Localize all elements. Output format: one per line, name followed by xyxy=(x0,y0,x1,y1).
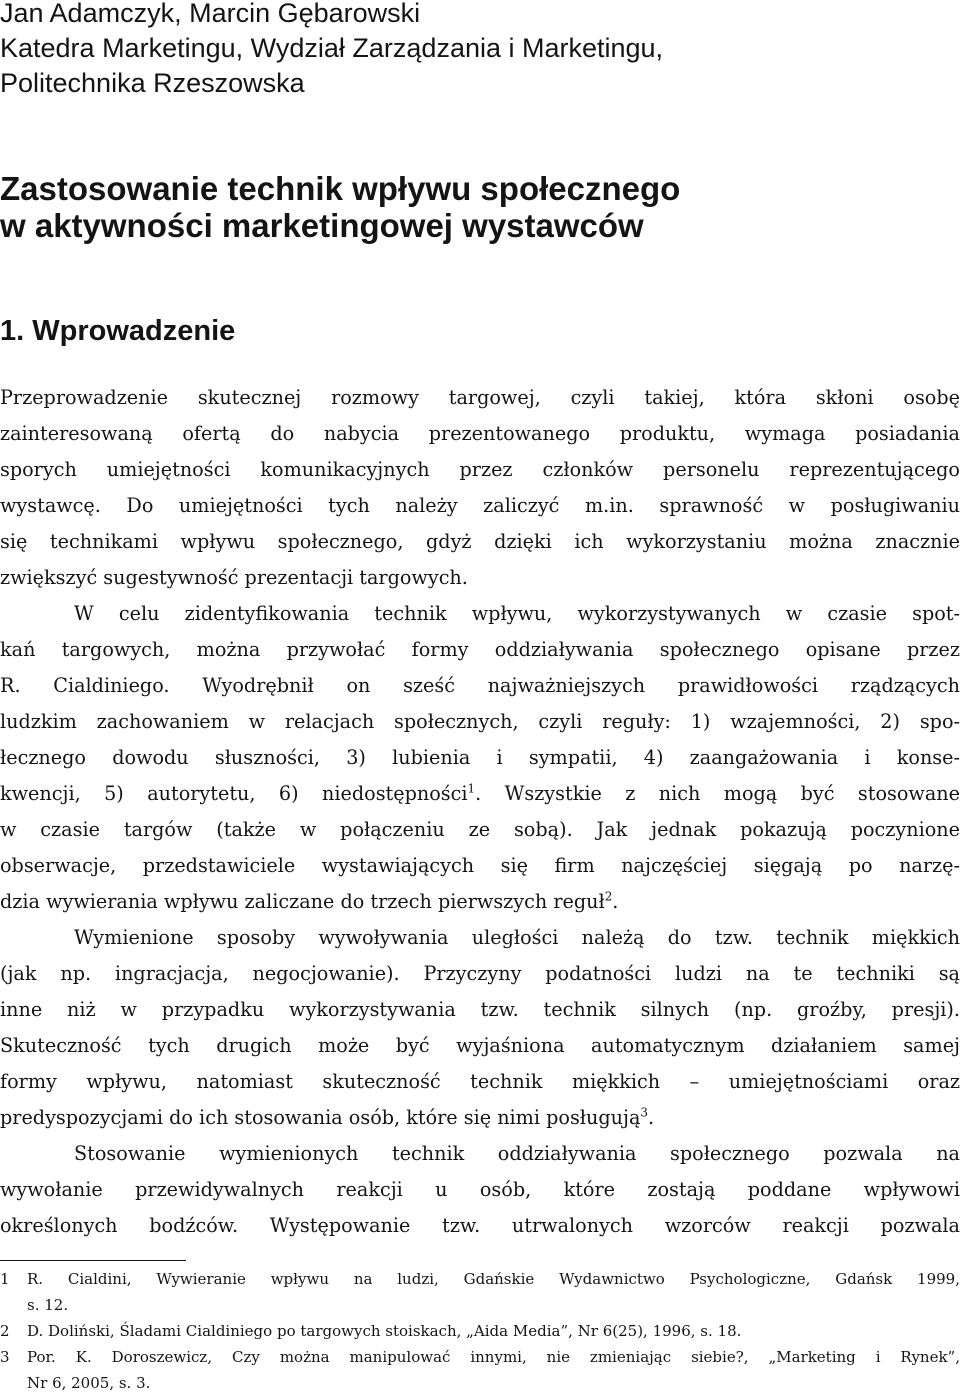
text-line: (jak np. ingracjacja, negocjowanie). Przyczyny podatności ludzi na te techniki są xyxy=(0,962,960,985)
affiliation-line-2: Politechnika Rzeszowska xyxy=(0,68,305,98)
paragraph-3 xyxy=(0,920,960,1136)
text-line: się technikami wpływu społecznego, gdyż dzięki ich wykorzystaniu można znacznie xyxy=(0,530,960,553)
footnote-text: s. 12. xyxy=(27,1296,69,1314)
text-line: zainteresowaną ofertą do nabycia prezentowanego produktu, wymaga posiadania xyxy=(0,422,960,445)
author-block xyxy=(0,0,663,101)
article-title-line-2: w aktywności marketingowej wystawców xyxy=(0,207,644,244)
text-line: W celu zidentyfikowania technik wpływu, wykorzystywanych w czasie spot- xyxy=(74,602,960,625)
text-fragment: . xyxy=(647,1106,655,1129)
text-line: Wymienione sposoby wywoływania uległości należą do tzw. technik miękkich xyxy=(74,926,960,949)
footnotes xyxy=(0,1266,960,1396)
footnote-text: R. Cialdini, Wywieranie wpływu na ludzi, Gdańskie Wydawnictwo Psychologiczne, Gdańsk 1999, xyxy=(27,1270,960,1288)
text-line: Skuteczność tych drugich może być wyjaśniona automatycznym działaniem samej xyxy=(0,1034,960,1057)
text-line: R. Cialdiniego. Wyodrębnił on sześć najważniejszych prawidłowości rządzących xyxy=(0,674,960,697)
footnote-number: 3 xyxy=(0,1348,10,1366)
text-line: Przeprowadzenie skutecznej rozmowy targowej, czyli takiej, która skłoni osobę xyxy=(0,386,960,409)
paragraph-1 xyxy=(0,380,960,596)
text-line: ludzkim zachowaniem w relacjach społecznych, czyli reguły: 1) wzajemności, 2) spo- xyxy=(0,710,960,733)
text-line: inne niż w przypadku wykorzystywania tzw. technik silnych (np. groźby, presji). xyxy=(0,998,960,1021)
footnote-3 xyxy=(0,1344,960,1396)
paragraph-2 xyxy=(0,596,960,920)
paragraph-4 xyxy=(0,1136,960,1244)
affiliation-line-1: Katedra Marketingu, Wydział Zarządzania i Marketingu, xyxy=(0,33,664,63)
text-line: wystawcę. Do umiejętności tych należy zaliczyć m.in. sprawność w posługiwaniu xyxy=(0,494,960,517)
text-fragment: dzia wywierania wpływu zaliczane do trzech pierwszych reguł xyxy=(0,890,605,913)
footnote-text: D. Doliński, Śladami Cialdiniego po targowych stoiskach, „Aida Media”, Nr 6(25), 1996, s. 18. xyxy=(27,1322,742,1340)
footnote-number: 2 xyxy=(0,1322,10,1340)
footnote-reference-1[interactable]: 1 xyxy=(467,781,476,796)
footnote-text: Por. K. Doroszewicz, Czy można manipulować innymi, nie zmieniając siebie?, „Marketing i Rynek”, xyxy=(27,1348,960,1366)
footnote-separator xyxy=(0,1260,186,1261)
article-body xyxy=(0,380,960,1244)
footnote-text: Nr 6, 2005, s. 3. xyxy=(27,1374,151,1392)
footnote-1 xyxy=(0,1266,960,1318)
text-line xyxy=(0,776,960,812)
article-title xyxy=(0,170,680,244)
article-title-line-1: Zastosowanie technik wpływu społecznego xyxy=(0,170,681,207)
text-fragment: kwencji, 5) autorytetu, 6) niedostępności xyxy=(0,782,468,805)
text-line: w czasie targów (także w połączeniu ze sobą). Jak jednak pokazują poczynione xyxy=(0,818,960,841)
text-line: obserwacje, przedstawiciele wystawiających się firm najczęściej sięgają po narzę- xyxy=(0,854,960,877)
text-line: formy wpływu, natomiast skuteczność technik miękkich – umiejętnościami oraz xyxy=(0,1070,960,1093)
text-fragment: . Wszystkie z nich mogą być stosowane xyxy=(475,782,960,805)
text-fragment: . xyxy=(612,890,619,913)
text-line: zwiększyć sugestywność prezentacji targowych. xyxy=(0,566,468,589)
footnote-2 xyxy=(0,1318,960,1344)
section-heading: 1. Wprowadzenie xyxy=(0,315,236,347)
author-names: Jan Adamczyk, Marcin Gębarowski xyxy=(0,0,421,28)
text-line xyxy=(0,884,960,920)
text-line xyxy=(0,1100,960,1136)
text-fragment: predyspozycjami do ich stosowania osób, które się nimi posługują xyxy=(0,1106,641,1129)
footnote-reference-3[interactable]: 3 xyxy=(640,1105,648,1120)
text-line: wywołanie przewidywalnych reakcji u osób, które zostają poddane wpływowi xyxy=(0,1178,960,1201)
footnote-number: 1 xyxy=(0,1270,10,1288)
footnote-reference-2[interactable]: 2 xyxy=(604,889,613,904)
text-line: łecznego dowodu słuszności, 3) lubienia i sympatii, 4) zaangażowania i konse- xyxy=(0,746,960,769)
text-line: sporych umiejętności komunikacyjnych przez członków personelu reprezentującego xyxy=(0,458,960,481)
text-line: Stosowanie wymienionych technik oddziaływania społecznego pozwala na xyxy=(74,1142,960,1165)
text-line: kań targowych, można przywołać formy oddziaływania społecznego opisane przez xyxy=(0,638,960,661)
text-line: określonych bodźców. Występowanie tzw. utrwalonych wzorców reakcji pozwala xyxy=(0,1214,960,1237)
